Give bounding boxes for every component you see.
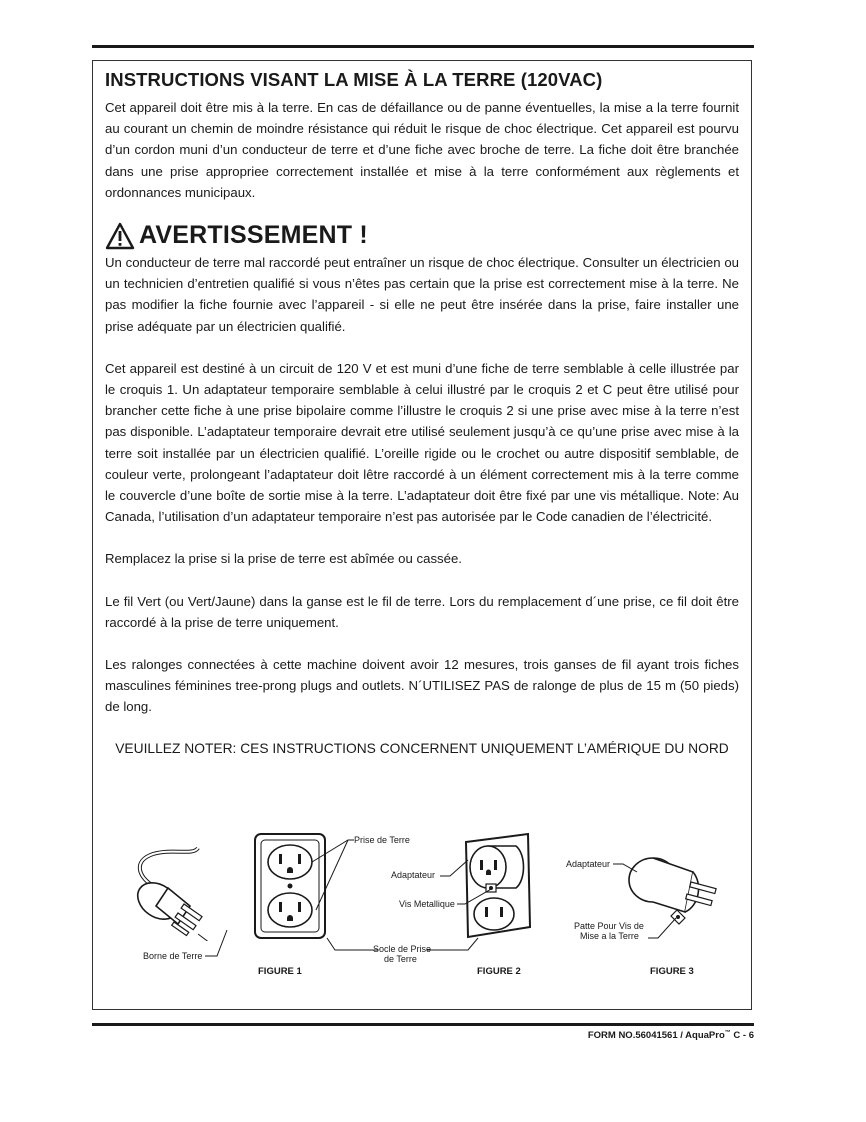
leader-line <box>438 856 473 881</box>
page-number: C - 6 <box>730 1030 754 1042</box>
figure-3-caption: FIGURE 3 <box>650 966 694 977</box>
paragraph-replace: Remplacez la prise si la prise de terre est abîmée ou cassée. <box>105 551 462 567</box>
instructions-content <box>105 69 739 760</box>
label-patte-2: Mise a la Terre <box>580 931 639 941</box>
intro-paragraph: Cet appareil doit être mis à la terre. En cas de défaillance ou de panne éventuelles, la mise a la terre fournit au courant un chemin de moindre résistance qui réduit le risque de choc électrique. Cet appareil est pourvu d’un cordon muni d’un conducteur de terre et d’une fiche avec broche de terre. La fiche doit être branchée dans une prise appropriee correctement installée et mise à la terre conformément aux règlements et ordonnances municipaux. <box>105 100 739 200</box>
trademark-symbol: ™ <box>724 1030 731 1036</box>
paragraph-wire: Le fil Vert (ou Vert/Jaune) dans la ganse est le fil de terre. Lors du remplacement d´une prise, ce fil doit être raccordé à la prise de terre uniquement. <box>105 593 739 630</box>
leader-line <box>455 884 500 909</box>
label-borne-de-terre: Borne de Terre <box>143 951 203 961</box>
warning-title: AVERTISSEMENT ! <box>139 221 368 250</box>
warning-header <box>105 221 739 250</box>
north-america-note: VEUILLEZ NOTER: CES INSTRUCTIONS CONCERNENT UNIQUEMENT L’AMÉRIQUE DU NORD <box>115 740 729 756</box>
section-heading: INSTRUCTIONS VISANT LA MISE À LA TERRE (120VAC) <box>105 69 603 90</box>
leader-line <box>646 914 681 944</box>
figure-1-caption: FIGURE 1 <box>258 966 302 977</box>
figure-2-caption: FIGURE 2 <box>477 966 521 977</box>
figures-area <box>93 826 753 996</box>
top-rule <box>92 45 754 48</box>
form-number: FORM NO.56041561 / AquaPro <box>587 1030 725 1042</box>
page-footer <box>588 1030 754 1041</box>
leader-line <box>308 838 358 928</box>
label-adaptateur-fig3: Adaptateur <box>566 859 611 869</box>
bottom-rule <box>92 1023 754 1026</box>
label-socle-1: Socle de Prise <box>373 944 432 954</box>
label-adaptateur-fig2: Adaptateur <box>391 870 436 880</box>
label-prise-de-terre: Prise de Terre <box>354 835 410 845</box>
label-socle-2: de Terre <box>384 954 417 964</box>
label-vis-metallique: Vis Metallique <box>399 899 455 909</box>
leader-line <box>203 926 233 961</box>
grounding-instructions-box <box>92 60 752 1010</box>
paragraph-extension: Les ralonges connectées à cette machine doivent avoir 12 mesures, trois ganses de fil ayant trois fiches masculines féminines tree-prong plugs and outlets. N´UTILISEZ PAS de ralonge de plus de 15 m (50 pieds) de long. <box>105 657 739 715</box>
label-patte-1: Patte Pour Vis de <box>574 921 644 931</box>
leader-line <box>611 856 641 876</box>
warning-triangle-icon <box>105 222 135 250</box>
paragraph-circuit: Cet appareil est destiné à un circuit de 120 V et est muni d’une fiche de terre semblable à celle illustrée par le croquis 1. Un adaptateur temporaire semblable à celui illustré par le croquis 2 et C peut être utilisé pour brancher cette fiche à une prise bipolaire comme l’illustre le croquis 2 si une prise avec mise à la terre n’est pas disponible. L’adaptateur temporaire devrait etre utilisé seulement jusqu’à ce qu’une prise avec mise à la terre soit installée par un électricien qualifié. L’oreille rigide ou le crochet ou autre dispositif semblable, de couleur verte, prolongeant l’adaptateur doit lêtre raccordé à un élément correctement mis à la terre comme le couvercle d’une boîte de sortie mise à la terre. L’adaptateur doit être fixé par une vis métallique. Note: Au Canada, l’utilisation d’un adaptateur temporaire n’est pas autorisée par le Code canadien de l’électricité. <box>105 360 739 525</box>
warning-text: Un conducteur de terre mal raccordé peut entraîner un risque de choc électrique. Consulter un électricien ou un technicien d’entretien qualifié si vous n’êtes pas certain que la prise est correctement mise à la terre. Ne pas modifier la fiche fournie avec l’appareil - si elle ne peut être insérée dans la prise, faire installer une prise adéquate par un électricien qualifié. <box>105 255 739 334</box>
